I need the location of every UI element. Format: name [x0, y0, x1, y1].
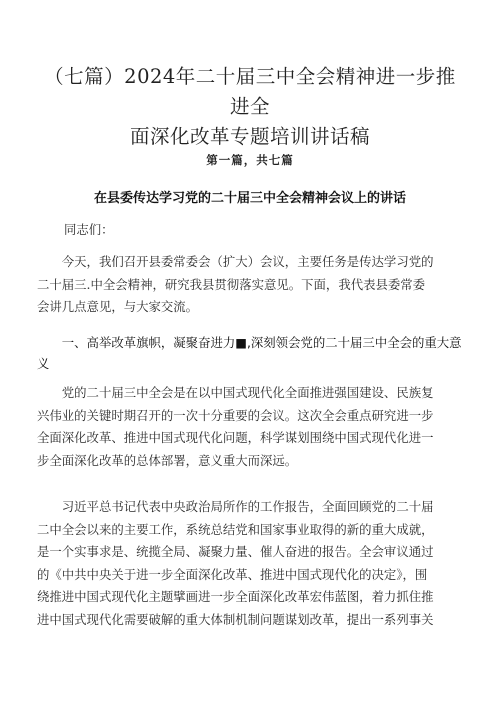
paragraph-line: 绕推进中国式现代化主题擘画进一步全面深化改革宏伟蓝图，着力抓住推 — [37, 589, 434, 604]
document-title-line: （七篇）2024年二十届三中全会精神进一步推进全 — [44, 65, 456, 118]
salutation: 同志们： — [64, 222, 114, 237]
document-title-line: 面深化改革专题培训讲话稿 — [129, 125, 370, 148]
paragraph-line: 会讲几点意见，与大家交流。 — [37, 299, 199, 314]
paragraph-3 — [37, 496, 462, 631]
paragraph-line: 今天，我们召开县委常委会（扩大）会议，主要任务是传达学习党的 — [37, 254, 434, 269]
paragraph-line: 是一个实事求是、统揽全局、凝聚力量、催人奋进的报告。全会审议通过 — [37, 544, 434, 559]
paragraph-2 — [37, 382, 462, 472]
paragraph-line: 二中全会以来的主要工作，系统总结党和国家事业取得的新的重大成就， — [37, 521, 434, 537]
paragraph-line: 全面深化改革、推进中国式现代化问题，科学谋划围绕中国式现代化进一 — [37, 430, 434, 445]
paragraph-line: 的《中共中央关于进一步全面深化改革、推进中国式现代化的决定》，围 — [37, 566, 428, 582]
paragraph-line: 习近平总书记代表中央政治局所作的工作报告，全面回顾党的二十届 — [37, 499, 434, 514]
heading-line: 一、高举改革旗帜，凝聚奋进力■,深刻领会党的二十届三中全会的重大意 — [37, 335, 462, 350]
paragraph-line: 进中国式现代化需要破解的重大体制机制问题谋划改革，提出一系列事关 — [37, 611, 434, 627]
paragraph-line: 兴伟业的关键时期召开的一次十分重要的会议。这次全会重点研究进一步 — [37, 407, 434, 423]
paragraph-line: 党的二十届三中全会是在以中国式现代化全面推进强国建设、民族复 — [37, 385, 434, 400]
document-title — [40, 62, 460, 152]
section-heading-1 — [37, 332, 462, 374]
paragraph-line: 步全面深化改革的总体部署，意义重大而深远。 — [37, 452, 298, 468]
paragraph-1 — [37, 251, 462, 319]
paragraph-line: 二十届三.中全会精神，研究我县贯彻落实意见。下面，我代表县委常委 — [37, 276, 426, 292]
speech-title: 在县委传达学习党的二十届三中全会精神会议上的讲话 — [93, 191, 406, 206]
heading-line: 义 — [37, 356, 50, 371]
section-count: 第一篇，共七篇 — [206, 153, 294, 167]
